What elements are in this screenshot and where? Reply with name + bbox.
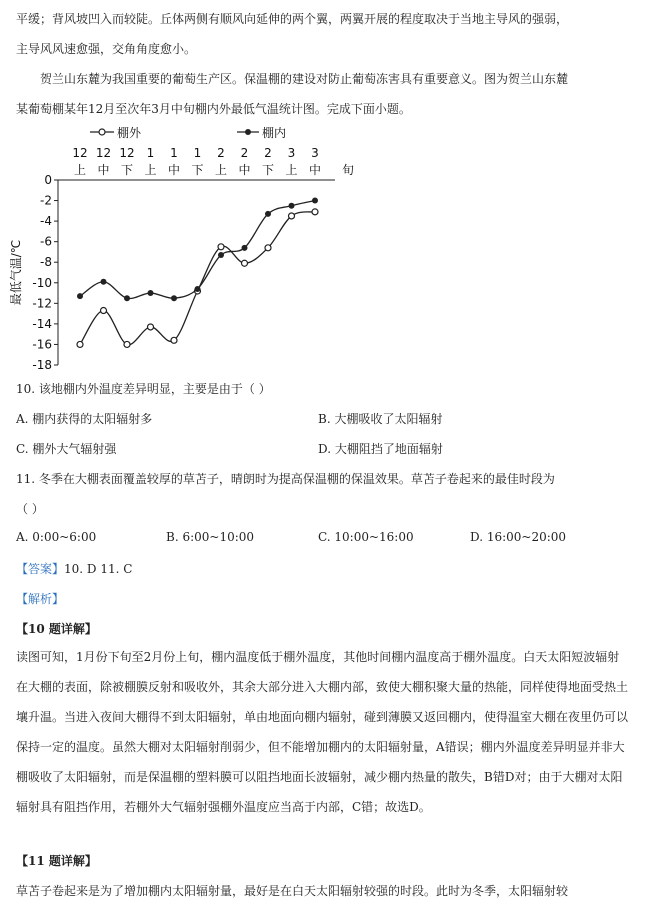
detail11-label: 【11 题详解】 [16,854,97,868]
analysis-label: 【解析】 [16,592,65,606]
answer-text: 10. D 11. C [64,562,133,576]
q10-stem: 10. 该地棚内外温度差异明显，主要是由于（ ） [16,382,271,396]
data-point-outside [218,244,224,250]
y-tick-label: -16 [32,337,52,352]
x-tick-period: 中 [97,163,110,177]
x-tick-period: 下 [120,163,134,177]
chart-series [77,198,318,348]
legend-label-inside: 棚内 [262,126,287,140]
answer-line [16,560,132,577]
x-tick-month: 2 [217,146,225,160]
stem-line-1: 贺兰山东麓为我国重要的葡萄生产区。保温棚的建设对防止葡萄冻害具有重要意义。图为贺兰山东麓 [40,72,569,86]
y-tick-label: -12 [32,296,52,311]
data-point-inside [171,295,177,301]
y-tick-label: -8 [40,255,52,270]
x-tick-month: 12 [95,146,112,160]
y-tick-label: -4 [40,214,52,229]
x-tick-month: 12 [72,146,88,160]
q11-option-a: A. 0:00~6:00 [16,530,97,544]
q10-option-c: C. 棚外大气辐射强 [16,442,117,456]
x-tick-period: 中 [167,163,181,177]
x-axis-labels [72,146,354,177]
x-tick-month: 1 [193,146,202,160]
q10-option-d: D. 大棚阻挡了地面辐射 [318,442,443,456]
data-point-inside [77,293,83,299]
q11-option-d: D. 16:00~20:00 [470,530,567,544]
intro-line-2: 主导风风速愈强，交角角度愈小。 [16,42,197,56]
intro-line-1: 平缓；背风坡凹入而较陡。丘体两侧有顺风向延伸的两个翼，两翼开展的程度取决于当地主导风的强弱， [16,12,569,26]
series-line-inside [80,201,315,299]
legend-label-outside: 棚外 [117,126,142,140]
data-point-outside [171,337,177,343]
q11-stem: 11. 冬季在大棚表面覆盖较厚的草苫子，晴朗时为提高保温棚的保温效果。草苫子卷起来的最佳时段为 [16,472,555,486]
x-tick-period: 上 [214,163,228,177]
data-point-outside [312,209,318,215]
data-point-inside [148,290,154,296]
data-point-outside [101,308,107,314]
x-tick-month: 3 [311,146,319,160]
data-point-inside [124,295,130,301]
x-tick-month: 12 [119,146,135,160]
data-point-inside [242,245,248,251]
y-tick-label: -6 [40,234,52,249]
x-axis-unit: 旬 [341,163,355,177]
x-tick-period: 上 [144,163,157,177]
q10-option-a: A. 棚内获得的太阳辐射多 [16,412,153,426]
data-point-outside [289,213,295,219]
legend-marker-outside [99,129,105,135]
temperature-chart [0,120,380,375]
data-point-outside [242,260,248,266]
chart-legend [90,125,286,140]
answer-label: 【答案】 [16,562,65,576]
x-tick-period: 下 [261,163,275,177]
y-tick-label: -2 [40,193,52,208]
x-tick-period: 中 [308,163,322,177]
x-tick-month: 3 [287,146,296,160]
x-tick-period: 中 [238,163,251,177]
data-point-outside [77,341,83,347]
q11-option-b: B. 6:00~10:00 [166,530,255,544]
q10-option-b: B. 大棚吸收了太阳辐射 [318,412,443,426]
detail10-text: 读图可知，1月份下旬至2月份上旬，棚内温度低于棚外温度，其他时间棚内温度高于棚外温度。白天太阳短波辐射在大棚的表面，除被棚膜反射和吸收外，其余大部分进入大棚内部，致使大棚积聚大量的热能，同样使得地面受热土壤升温。当进入夜间大棚得不到太阳辐射，单由地面向棚内辐射，碰到薄膜又返回棚内，使得温室大棚在夜里仍可以保持一定的温度。虽然大棚对太阳辐射削弱少，但不能增加棚内的太阳辐射量，A错误；棚内外温度差异明显并非大棚吸收了太阳辐射，而是保温棚的塑料膜可以阻挡地面长波辐射，减少棚内热量的散失，B错D对；由于大棚对太阳辐射具有阻挡作用，若棚外大气辐射强棚外温度应当高于内部，C错；故选D。 [16,650,629,814]
y-axis-label: 最低气温/℃ [9,239,23,306]
q11-paren: （ ） [16,502,44,516]
data-point-inside [218,252,224,258]
x-tick-month: 1 [170,146,178,160]
data-point-inside [312,198,318,204]
legend-marker-inside [245,129,251,135]
y-tick-label: -14 [32,316,52,331]
detail10-label: 【10 题详解】 [16,622,97,636]
y-tick-label: -18 [32,358,52,372]
x-tick-period: 上 [73,163,87,177]
x-tick-month: 2 [240,146,249,160]
stem-line-2: 某葡萄棚某年12月至次年3月中旬棚内外最低气温统计图。完成下面小题。 [16,102,411,116]
data-point-outside [124,341,130,347]
q11-option-c: C. 10:00~16:00 [318,530,414,544]
series-line-outside [80,212,315,345]
data-point-inside [101,279,107,285]
x-tick-period: 上 [285,163,298,177]
data-point-inside [289,203,295,209]
data-point-outside [265,245,271,251]
x-tick-month: 2 [264,146,272,160]
data-point-inside [195,286,201,292]
data-point-outside [148,324,154,330]
x-tick-period: 下 [191,163,204,177]
y-tick-label: 0 [44,173,52,187]
detail11-text: 草苫子卷起来是为了增加棚内太阳辐射量，最好是在白天太阳辐射较强的时段。此时为冬季，太阳辐射较 [16,884,569,898]
data-point-inside [265,211,271,217]
x-tick-month: 1 [146,146,155,160]
y-tick-label: -10 [32,275,52,290]
